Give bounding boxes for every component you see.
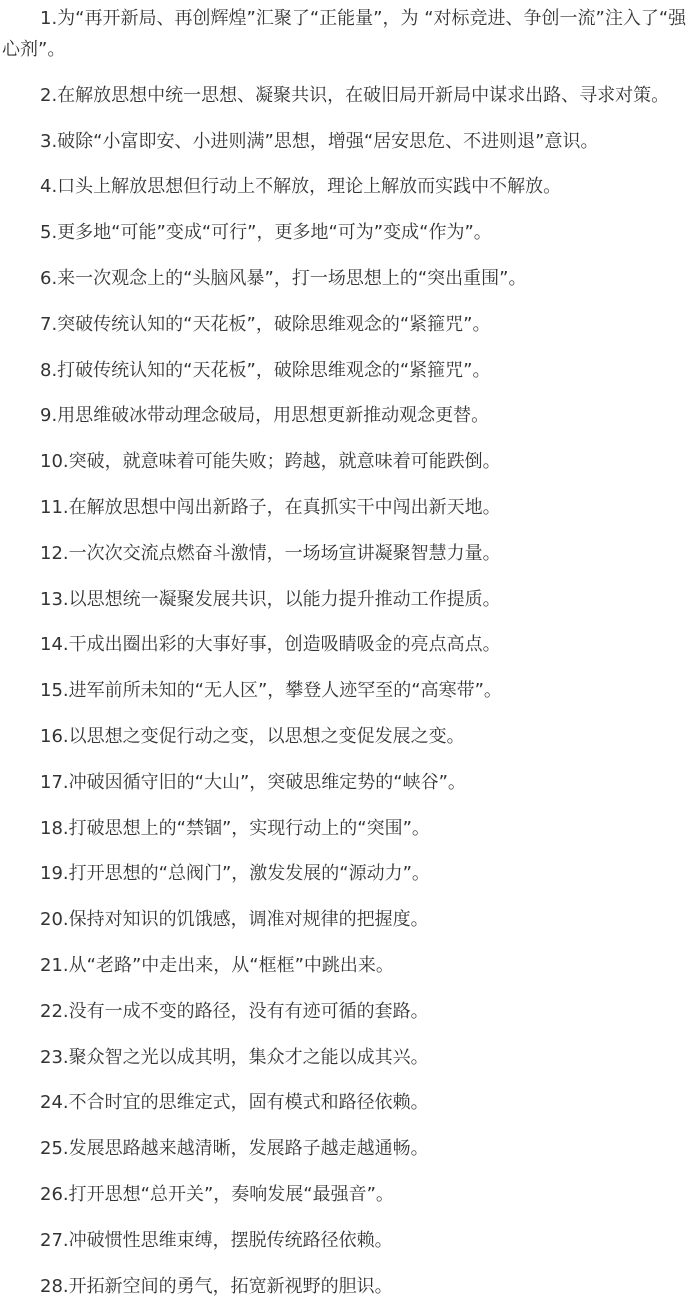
paragraph-23: 23.聚众智之光以成其明，集众才之能以成其兴。	[40, 1046, 429, 1068]
paragraph-27: 27.冲破惯性思维束缚，摆脱传统路径依赖。	[40, 1229, 393, 1251]
paragraph-26: 26.打开思想“总开关”，奏响发展“最强音”。	[40, 1183, 394, 1205]
paragraph-8: 8.打破传统认知的“天花板”，破除思维观念的“紧箍咒”。	[40, 359, 491, 381]
paragraph-2: 2.在解放思想中统一思想、凝聚共识，在破旧局开新局中谋求出路、寻求对策。	[40, 84, 670, 106]
paragraph-21: 21.从“老路”中走出来，从“框框”中跳出来。	[40, 954, 394, 976]
paragraph-24: 24.不合时宜的思维定式，固有模式和路径依赖。	[40, 1092, 429, 1114]
paragraph-25: 25.发展思路越来越清晰，发展路子越走越通畅。	[40, 1138, 429, 1160]
paragraph-4: 4.口头上解放思想但行动上不解放，理论上解放而实践中不解放。	[40, 176, 562, 198]
paragraph-15: 15.进军前所未知的“无人区”，攀登人迹罕至的“高寒带”。	[40, 680, 502, 702]
paragraph-1: 1.为“再开新局、再创辉煌”汇聚了“正能量”，为 “对标竞进、争创一流”注入了“强心剂”。	[2, 8, 687, 60]
paragraph-28: 28.开拓新空间的勇气，拓宽新视野的胆识。	[40, 1275, 393, 1297]
paragraph-5: 5.更多地“可能”变成“可行”，更多地“可为”变成“作为”。	[40, 222, 492, 244]
paragraph-14: 14.干成出圈出彩的大事好事，创造吸睛吸金的亮点高点。	[40, 634, 501, 656]
paragraph-13: 13.以思想统一凝聚发展共识，以能力提升推动工作提质。	[40, 588, 501, 610]
paragraph-11: 11.在解放思想中闯出新路子，在真抓实干中闯出新天地。	[40, 496, 501, 518]
paragraph-17: 17.冲破因循守旧的“大山”，突破思维定势的“峡谷”。	[40, 771, 466, 793]
paragraph-7: 7.突破传统认知的“天花板”，破除思维观念的“紧箍咒”。	[40, 313, 491, 335]
paragraph-3: 3.破除“小富即安、小进则满”思想，增强“居安思危、不进则退”意识。	[40, 130, 599, 152]
paragraph-22: 22.没有一成不变的路径，没有有迹可循的套路。	[40, 1000, 429, 1022]
paragraph-9: 9.用思维破冰带动理念破局，用思想更新推动观念更替。	[40, 405, 490, 427]
paragraph-20: 20.保持对知识的饥饿感，调准对规律的把握度。	[40, 909, 429, 931]
paragraph-10: 10.突破，就意味着可能失败；跨越，就意味着可能跌倒。	[40, 451, 501, 473]
paragraph-12: 12.一次次交流点燃奋斗激情，一场场宣讲凝聚智慧力量。	[40, 542, 501, 564]
paragraph-16: 16.以思想之变促行动之变，以思想之变促发展之变。	[40, 725, 465, 747]
paragraph-18: 18.打破思想上的“禁锢”，实现行动上的“突围”。	[40, 817, 430, 839]
paragraph-6: 6.来一次观念上的“头脑风暴”，打一场思想上的“突出重围”。	[40, 267, 527, 289]
paragraph-19: 19.打开思想的“总阀门”，激发发展的“源动力”。	[40, 863, 430, 885]
